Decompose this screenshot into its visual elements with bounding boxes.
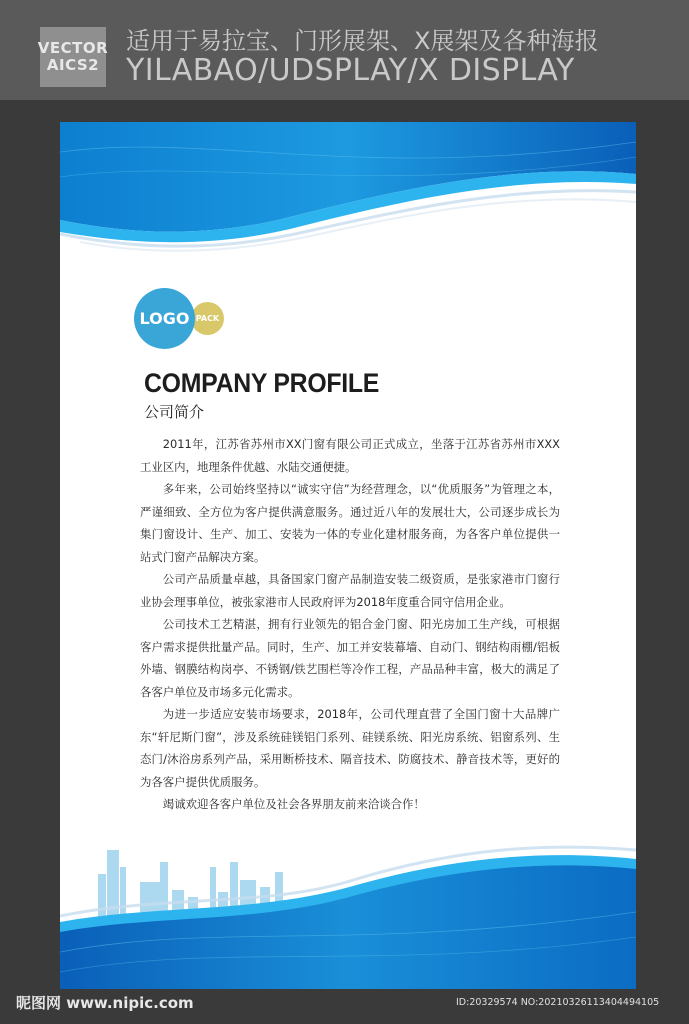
profile-body [140, 433, 560, 816]
image-id: ID:20329574 NO:20210326113404494105 [456, 997, 660, 1008]
page-subtitle: 公司简介 [144, 403, 205, 421]
paragraph: 为进一步适应安装市场要求，2018年，公司代理直营了全国门窗十大品牌广东“轩尼斯门窗”，涉及系统硅镁铝门系列、硅镁系统、阳光房系统、铝窗系列、生态门/沐浴房系列产品，采用断桥技术、隔音技术、防腐技术、静音技术等，更好的为各客户提供优质服务。 [140, 707, 560, 789]
paragraph: 多年来，公司始终坚持以“诚实守信”为经营理念，以“优质服务”为管理之本，严谨细致、全方位为客户提供满意服务。通过近八年的发展壮大，公司逐步成长为集门窗设计、生产、加工、安装为一体的专业化建材服务商，为各客户单位提供一站式门窗产品解决方案。 [140, 482, 560, 564]
banner-title: 适用于易拉宝、门形展架、X展架及各种海报 [126, 27, 599, 55]
paragraph: 竭诚欢迎各客户单位及社会各界朋友前来洽谈合作！ [162, 797, 425, 811]
paragraph: 2011年，江苏省苏州市XX门窗有限公司正式成立，坐落于江苏省苏州市XXX工业区内，地理条件优越、水陆交通便捷。 [140, 437, 560, 474]
page-title: COMPANY PROFILE [144, 368, 380, 398]
logo-circle: LOGO [134, 288, 195, 349]
badge-line1: VECTOR [37, 38, 109, 57]
top-banner [0, 0, 689, 100]
paragraph: 公司技术工艺精湛，拥有行业领先的铝合金门窗、阳光房加工生产线，可根据客户需求提供批量产品。同时，生产、加工并安装幕墙、自动门、钢结构雨棚/铝板外墙、钢膜结构岗亭、不锈钢/铁艺围栏等冷作工程，产品品种丰富，极大的满足了各客户单位及市场多元化需求。 [140, 617, 560, 699]
vector-badge [37, 27, 109, 87]
badge-line2: AICS2 [46, 56, 100, 74]
poster [60, 122, 636, 989]
company-logo [134, 288, 234, 348]
paragraph: 公司产品质量卓越，具备国家门窗产品制造安装二级资质，是张家港市门窗行业协会理事单位，被张家港市人民政府评为2018年度重合同守信用企业。 [140, 572, 560, 609]
logo-pack-badge: PACK [191, 302, 224, 335]
banner-subtitle: YILABAO/UDSPLAY/X DISPLAY [126, 53, 575, 88]
watermark-site: 昵图网 www.nipic.com [16, 994, 194, 1012]
